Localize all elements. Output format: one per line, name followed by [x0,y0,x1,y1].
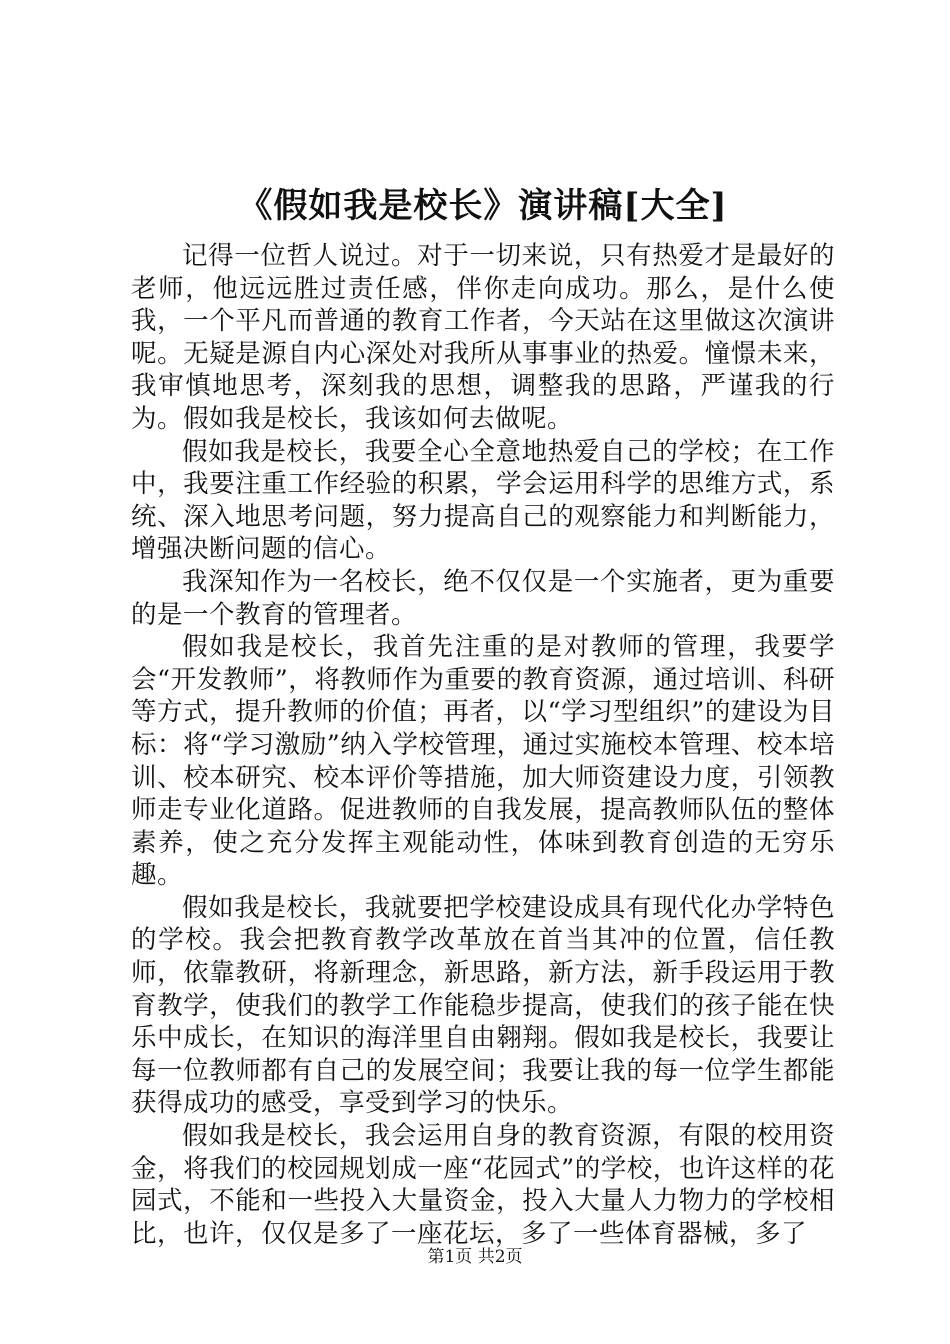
paragraph: 记得一位哲人说过。对于一切来说，只有热爱才是最好的老师，他远远胜过责任感，伴你走向成功。那么，是什么使我，一个平凡而普通的教育工作者，今天站在这里做这次演讲呢。无疑是源自内心深处对我所从事事业的热爱。憧憬未来，我审慎地思考，深刻我的思想，调整我的思路，严谨我的行为。假如我是校长，我该如何去做呢。 [131,241,835,434]
paragraph: 假如我是校长，我首先注重的是对教师的管理，我要学会“开发教师”，将教师作为重要的教育资源，通过培训、科研等方式，提升教师的价值；再者，以“学习型组织”的建设为目标：将“学习激励”纳入学校管理，通过实施校本管理、校本培训、校本研究、校本评价等措施，加大师资建设力度，引领教师走专业化道路。促进教师的自我发展，提高教师队伍的整体素养，使之充分发挥主观能动性，体味到教育创造的无穷乐趣。 [131,632,835,891]
paragraph: 假如我是校长，我会运用自身的教育资源，有限的校用资金，将我们的校园规划成一座“花园式”的学校，也许这样的花园式，不能和一些投入大量资金，投入大量人力物力的学校相比，也许，仅仅是多了一座花坛，多了一些体育器械，多了 [131,1121,835,1249]
paragraph: 我深知作为一名校长，绝不仅仅是一个实施者，更为重要的是一个教育的管理者。 [131,566,835,630]
paragraph: 假如我是校长，我要全心全意地热爱自己的学校；在工作中，我要注重工作经验的积累，学会运用科学的思维方式，系统、深入地思考问题，努力提高自己的观察能力和判断能力，增强决断问题的信心。 [131,436,835,565]
page-footer: 第1页 共2页 [427,1247,523,1267]
document-title: 《假如我是校长》演讲稿[大全] [238,186,728,226]
paragraph: 假如我是校长，我就要把学校建设成具有现代化办学特色的学校。我会把教育教学改革放在首当其冲的位置，信任教师，依靠教研，将新理念，新思路，新方法，新手段运用于教育教学，使我们的教学工作能稳步提高，使我们的孩子能在快乐中成长，在知识的海洋里自由翱翔。假如我是校长，我要让每一位教师都有自己的发展空间；我要让我的每一位学生都能获得成功的感受，享受到学习的快乐。 [131,892,835,1119]
